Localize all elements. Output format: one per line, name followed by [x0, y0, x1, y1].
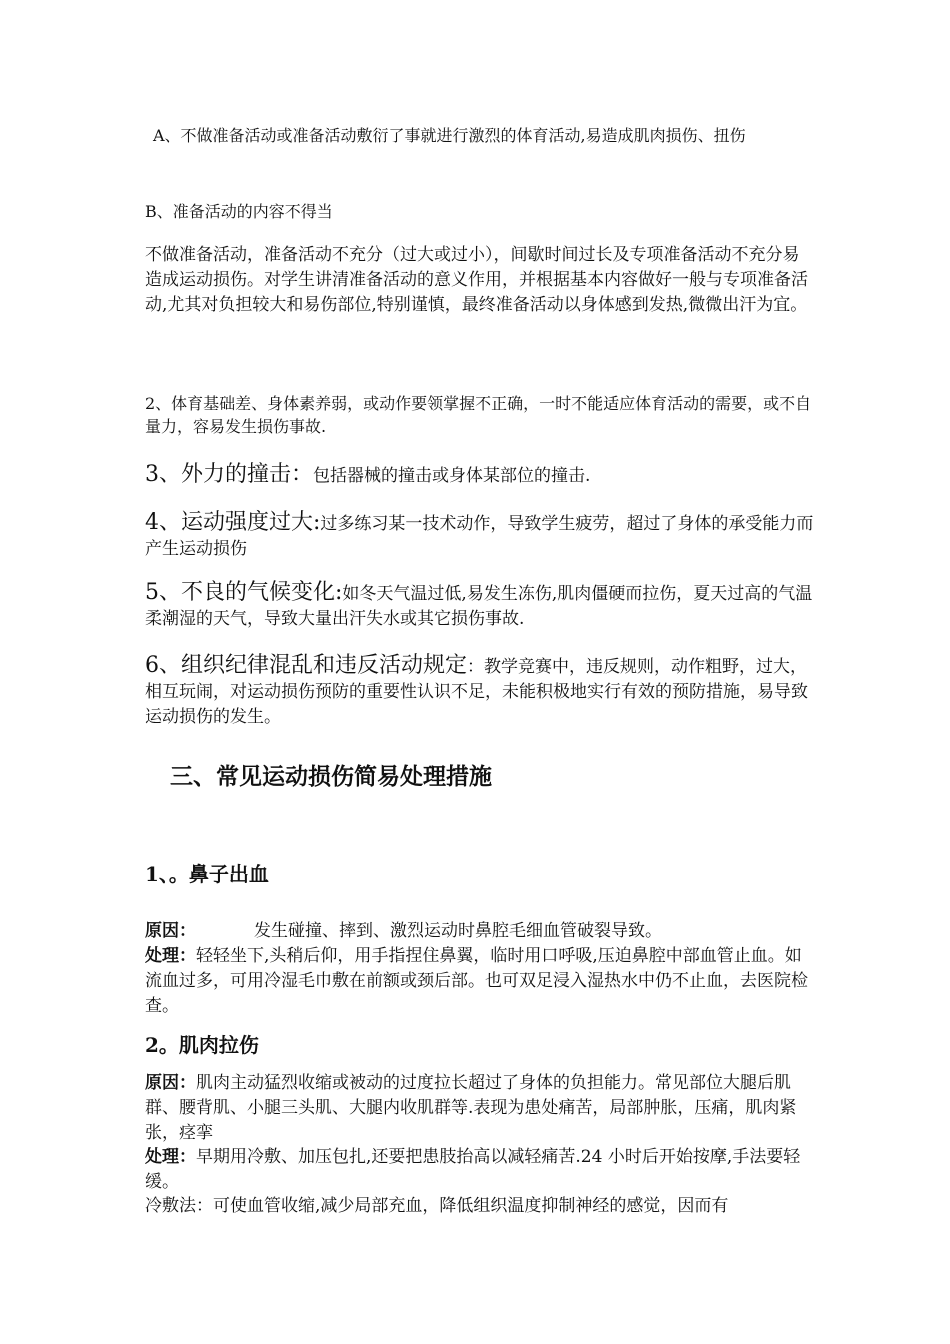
- cause-lead: 3、外力的撞击：: [145, 462, 313, 487]
- cause-lead: 5、不良的气候变化:: [145, 580, 343, 605]
- nosebleed-title: 1、。鼻子出血: [145, 862, 269, 886]
- treatment-text: 轻轻坐下,头稍后仰，用手指捏住鼻翼，临时用口呼吸,压迫鼻腔中部血管止血。如流血过多，可用冷湿毛巾敷在前额或颈后部。也可双足浸入湿热水中仍不止血，去医院检查。: [145, 946, 808, 1016]
- cause-lead: 6、组织纪律混乱和违反活动规定: [145, 653, 467, 678]
- cause-lead: 4、运动强度过大:: [145, 510, 321, 535]
- cause-text: 过多练习某一技术动作，导致学生疲劳，超过了身体的承受能力而产生运动损伤: [145, 514, 814, 559]
- cause-item: [145, 462, 815, 489]
- cause-text: 包括器械的撞击或身体某部位的撞击.: [313, 466, 591, 486]
- section-title: 三、常见运动损伤简易处理措施: [170, 763, 492, 790]
- nosebleed-treatment: [145, 944, 815, 1019]
- cause-item: [145, 653, 815, 730]
- treatment-label: 处理：: [145, 946, 196, 966]
- treatment-label: 处理：: [145, 1147, 196, 1167]
- cause-text: 肌肉主动猛烈收缩或被动的过度拉长超过了身体的负担能力。常见部位大腿后肌群、腰背肌、小腿三头肌、大腿内收肌群等.表现为患处痛苦，局部肿胀，压痛，肌肉紧张，痉挛: [145, 1073, 797, 1143]
- nosebleed-cause: [145, 919, 815, 944]
- cause-text: 如冬天气温过低,易发生冻伤,肌肉僵硬而拉伤，夏天过高的气温柔潮湿的天气，导致大量出汗失水或其它损伤事故.: [145, 584, 813, 629]
- paragraph-2: 2、体育基础差、身体素养弱，或动作要领掌握不正确，一时不能适应体育活动的需要，或不自量力，容易发生损伤事故.: [145, 394, 812, 436]
- cause-text: 发生碰撞、摔到、激烈运动时鼻腔毛细血管破裂导致。: [254, 921, 662, 941]
- cause-item: [145, 510, 815, 562]
- cause-label: 原因：: [145, 921, 196, 941]
- cause-item: [145, 580, 815, 632]
- strain-title: 2。肌肉拉伤: [145, 1033, 259, 1057]
- treatment-text: 早期用冷敷、加压包扎,还要把患肢抬高以减轻痛苦.24 小时后开始按摩,手法要轻缓。: [145, 1147, 801, 1192]
- cause-text: ：教学竞赛中，违反规则，动作粗野，过大，相互玩闹，对运动损伤预防的重要性认识不足，未能积极地实行有效的预防措施，易导致运动损伤的发生。: [145, 657, 808, 727]
- paragraph-a: A、不做准备活动或准备活动敷衍了事就进行激烈的体育活动,易造成肌肉损伤、扭伤: [153, 126, 746, 145]
- strain-treatment: [145, 1145, 815, 1195]
- cause-label: 原因：: [145, 1073, 196, 1093]
- strain-cause: [145, 1071, 815, 1146]
- cold-compress-text: 冷敷法：可使血管收缩,减少局部充血，降低组织温度抑制神经的感觉，因而有: [145, 1196, 729, 1216]
- paragraph-b-detail: 不做准备活动，准备活动不充分（过大或过小），间歇时间过长及专项准备活动不充分易造成运动损伤。对学生讲清准备活动的意义作用，并根据基本内容做好一般与专项准备活动,尤其对负担较大和易伤部位,特别谨慎，最终准备活动以身体感到发热,微微出汗为宜。: [145, 245, 808, 315]
- paragraph-b: B、准备活动的内容不得当: [145, 202, 333, 221]
